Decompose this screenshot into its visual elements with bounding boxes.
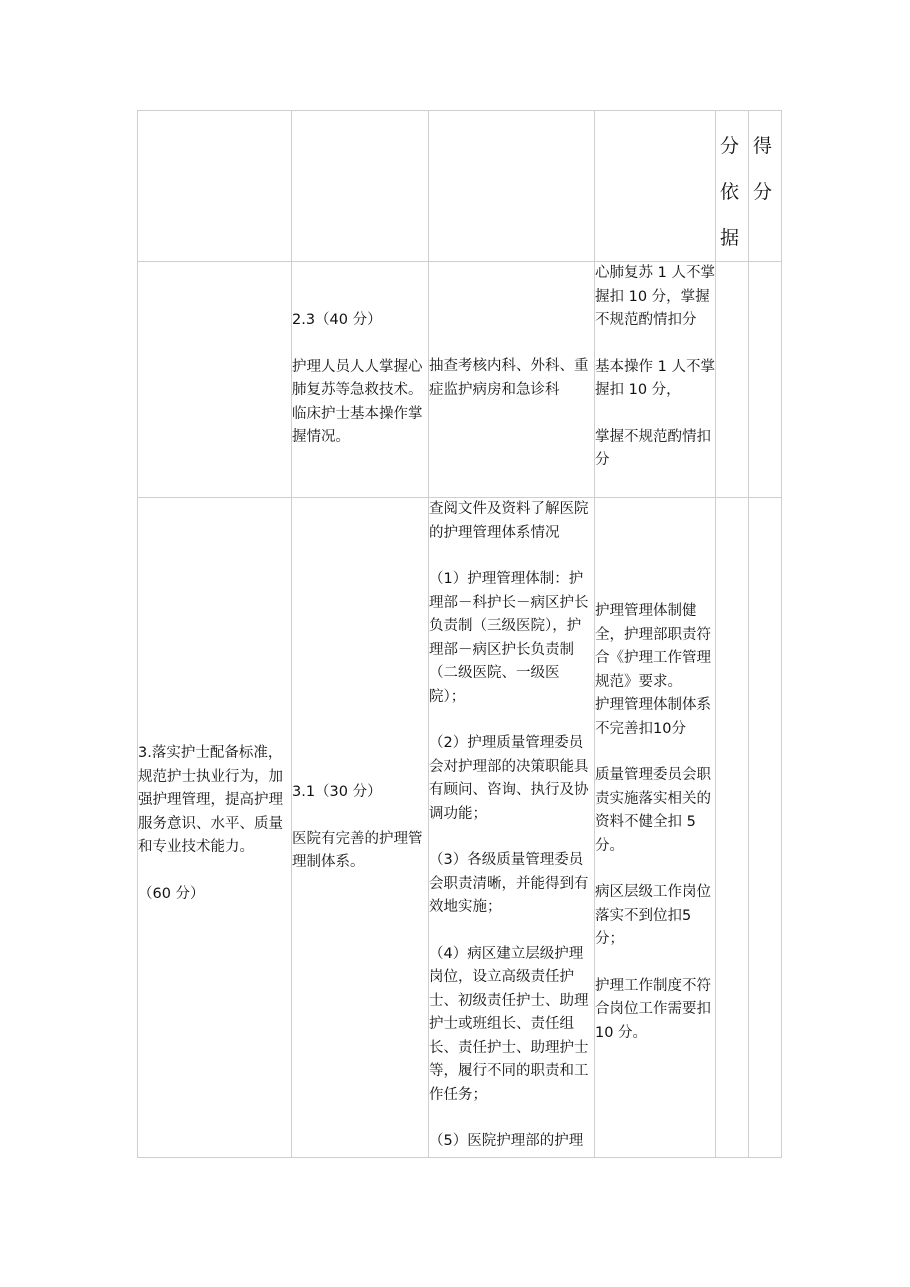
method-text: 抽查考核内科、外科、重症监护病房和急诊科 <box>429 358 589 398</box>
header-cell-2 <box>292 111 429 262</box>
method-text: （4）病区建立层级护理岗位，设立高级责任护士、初级责任护士、助理护士或班组长、责任组长、责任护士、助理护士等，履行不同的职责和工作任务； <box>429 945 589 1103</box>
header-cell-3 <box>429 111 595 262</box>
criteria-text: 掌握不规范酌情扣分 <box>595 428 711 468</box>
basis-cell <box>716 498 749 1158</box>
criteria-text: 护理管理体制健全，护理部职责符合《护理工作管理规范》要求。 <box>595 603 711 690</box>
criteria-text: 心肺复苏 1 人不掌握扣 10 分，掌握不规范酌情扣分 <box>595 265 715 328</box>
category-cell <box>138 498 292 1158</box>
criteria-text: 病区层级工作岗位落实不到位扣5 分； <box>595 884 711 947</box>
header-basis-char: 依 <box>720 181 740 203</box>
item-cell <box>292 498 429 1158</box>
item-text: 医院有完善的护理管理制体系。 <box>292 830 423 870</box>
header-cell-4 <box>595 111 716 262</box>
method-text: （3）各级质量管理委员会职责清晰，并能得到有效地实施； <box>429 852 589 915</box>
criteria-text: 质量管理委员会职责实施落实相关的资料不健全扣 5 分。 <box>595 767 711 854</box>
table-row <box>138 498 782 1158</box>
basis-cell <box>716 262 749 498</box>
method-text: （5）医院护理部的护理 <box>429 1133 584 1149</box>
category-cell-empty <box>138 262 292 498</box>
category-text: 3.落实护士配备标准，规范护士执业行为，加强护理管理，提高护理服务意识、水平、质量和专业技术能力。 <box>138 745 283 855</box>
header-score <box>749 111 782 262</box>
criteria-text: 基本操作 1 人不掌握扣 10 分， <box>595 358 715 398</box>
criteria-cell <box>595 262 716 498</box>
method-text: （2）护理质量管理委员会对护理部的决策职能具有顾问、咨询、执行及协调功能； <box>429 735 589 822</box>
item-cell <box>292 262 429 498</box>
criteria-text: 护理工作制度不符合岗位工作需要扣 10 分。 <box>595 977 711 1041</box>
item-code: 2.3（40 分） <box>292 312 382 328</box>
score-cell <box>749 262 782 498</box>
method-cell <box>429 498 595 1158</box>
header-score-char: 分 <box>753 181 773 203</box>
method-text: 查阅文件及资料了解医院的护理管理体系情况 <box>429 501 589 541</box>
criteria-text: 护理管理体制体系不完善扣10分 <box>595 697 711 737</box>
criteria-cell <box>595 498 716 1158</box>
score-cell <box>749 498 782 1158</box>
method-cell <box>429 262 595 498</box>
item-text: 护理人员人人掌握心肺复苏等急救技术。临床护士基本操作掌握情况。 <box>292 358 423 445</box>
header-basis-char: 分 <box>720 135 740 157</box>
assessment-table <box>137 110 782 1158</box>
header-basis-char: 据 <box>720 227 740 249</box>
header-cell-1 <box>138 111 292 262</box>
table-header-row <box>138 111 782 262</box>
header-basis <box>716 111 749 262</box>
item-code: 3.1（30 分） <box>292 784 382 800</box>
category-score: （60 分） <box>138 885 205 902</box>
header-score-char: 得 <box>753 135 773 157</box>
table-row <box>138 262 782 498</box>
method-text: （1）护理管理体制：护理部－科护长－病区护长负责制（三级医院），护理部－病区护长负责制（二级医院、一级医院）； <box>429 571 589 705</box>
